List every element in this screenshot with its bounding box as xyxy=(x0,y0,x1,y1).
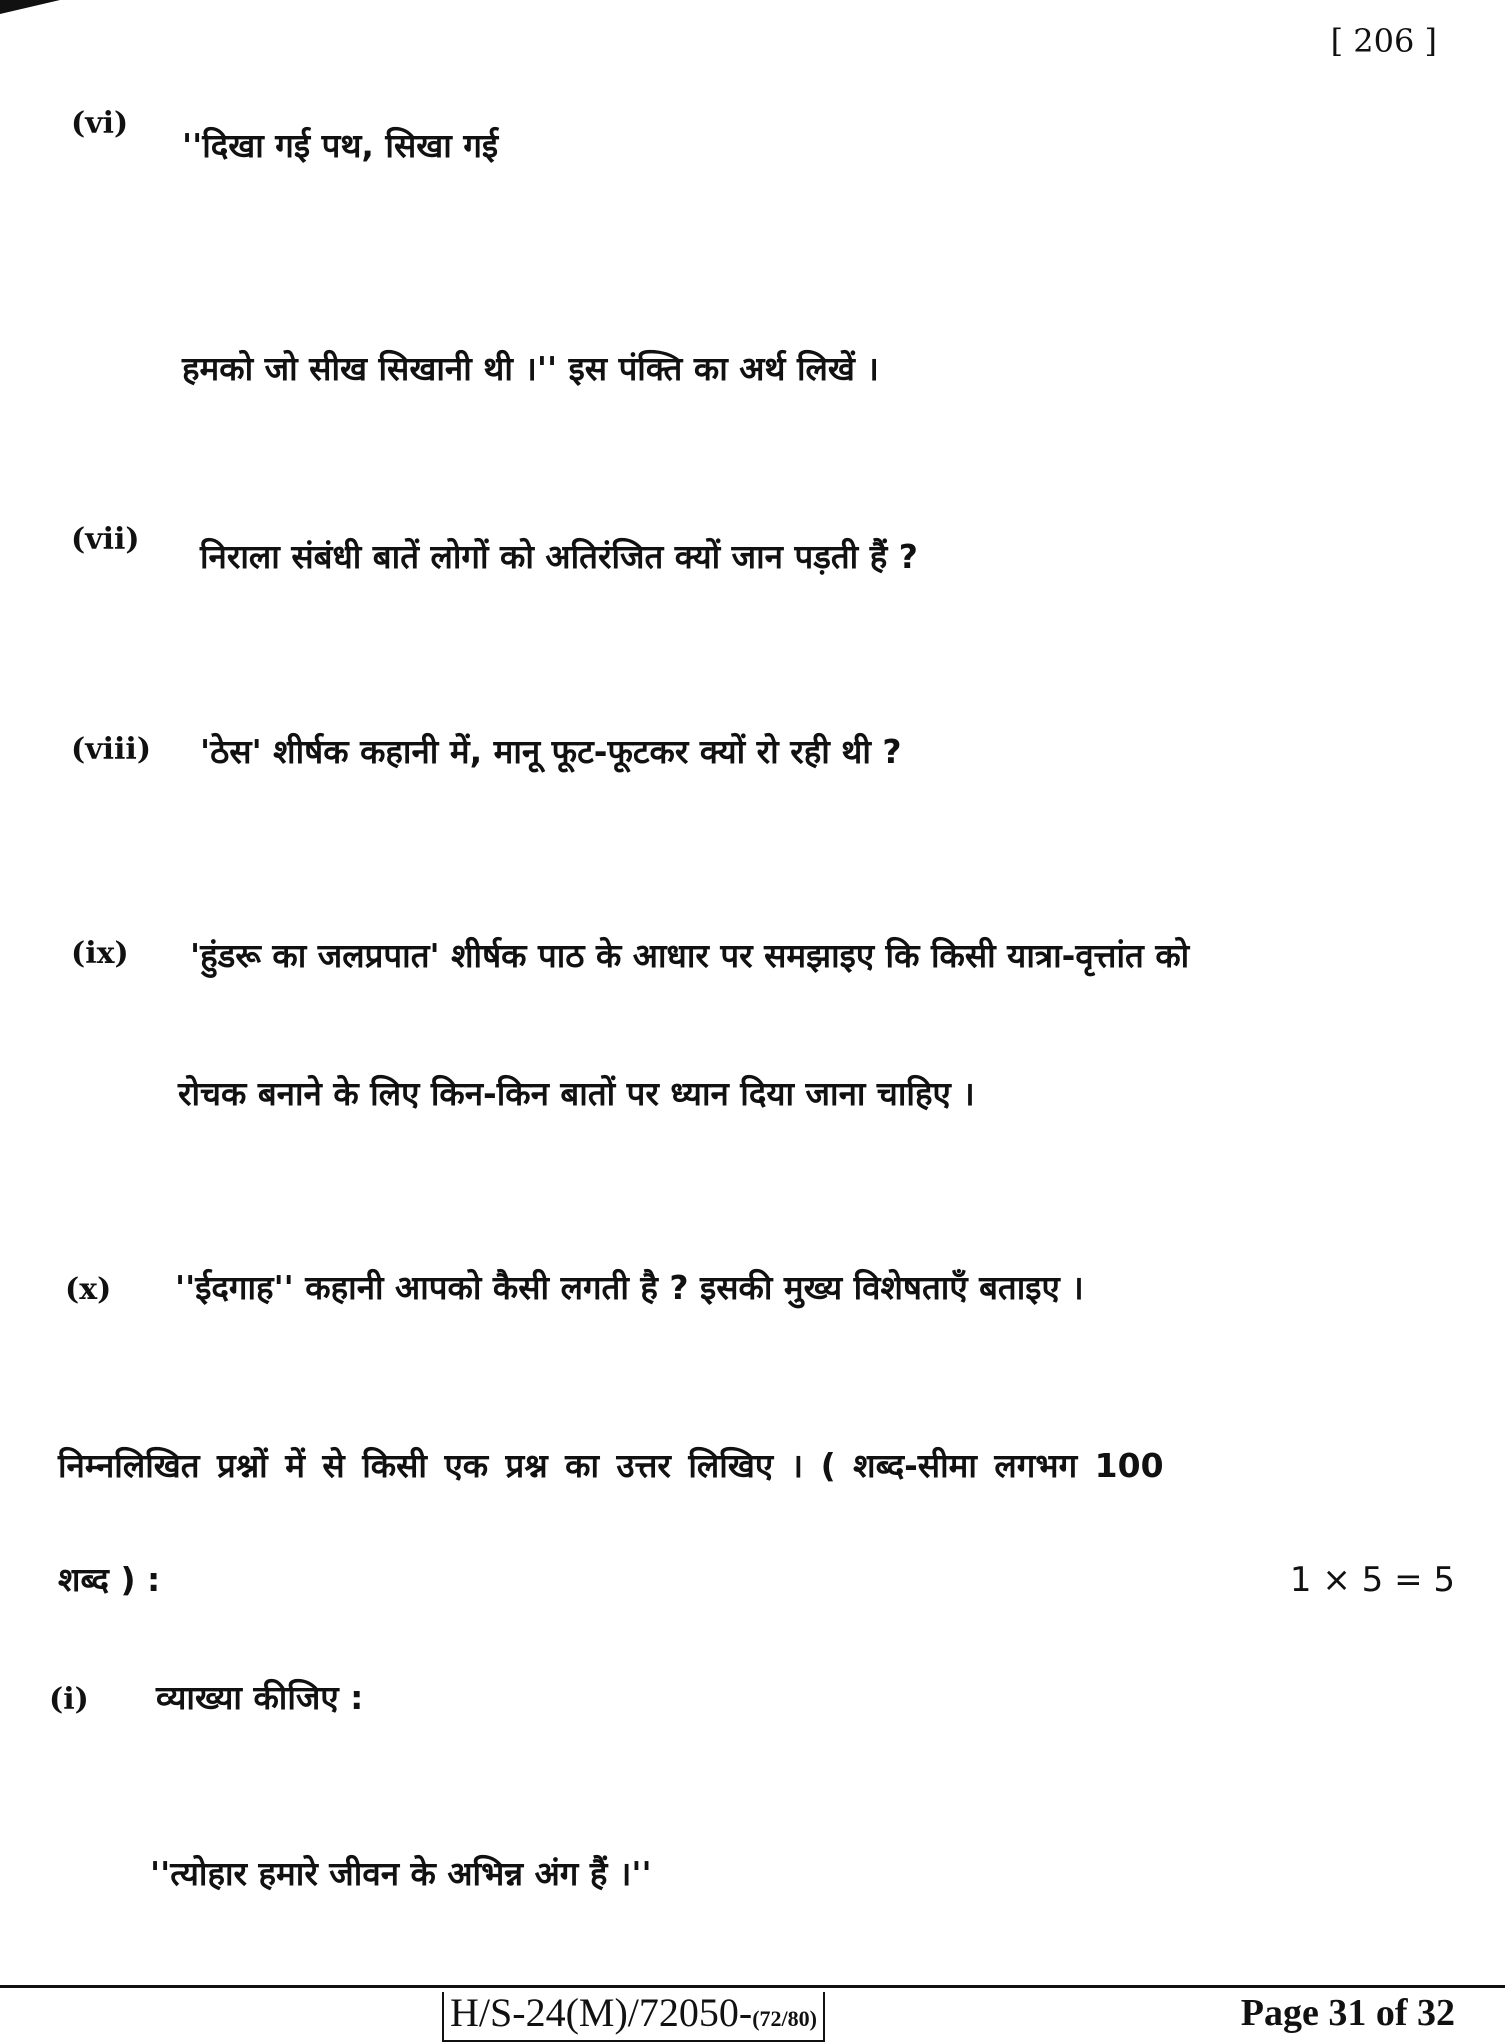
question-vii-text: निराला संबंधी बातें लोगों को अतिरंजित क्यों जान पड़ती हैं ? xyxy=(200,537,918,576)
question-label-ix: (ix) xyxy=(71,936,129,971)
paper-code xyxy=(442,1992,825,2042)
question-label-vii: (vii) xyxy=(71,522,140,557)
question-label-x: (x) xyxy=(65,1272,112,1307)
question-label-viii: (viii) xyxy=(71,732,152,767)
instruction-line-2: शब्द ) : xyxy=(58,1560,161,1599)
question-label-vi: (vi) xyxy=(71,106,129,141)
question-ix-line-1: 'हुंडरू का जलप्रपात' शीर्षक पाठ के आधार पर समझाइए कि किसी यात्रा-वृत्तांत को xyxy=(190,936,1190,975)
marks-allocation: 1 × 5 = 5 xyxy=(1289,1560,1455,1600)
paper-code-main: H/S-24(M)/72050- xyxy=(450,1990,753,2035)
question-viii-text: 'ठेस' शीर्षक कहानी में, मानू फूट-फूटकर क्यों रो रही थी ? xyxy=(200,732,902,771)
footer-divider xyxy=(0,1985,1505,1988)
question-x-text: ''ईदगाह'' कहानी आपको कैसी लगती है ? इसकी मुख्य विशेषताएँ बताइए । xyxy=(175,1268,1084,1307)
page-marker: [ 206 ] xyxy=(1330,22,1437,60)
sub-question-quote: ''त्योहार हमारे जीवन के अभिन्न अंग हैं ।'' xyxy=(150,1854,652,1893)
sub-question-text: व्याख्या कीजिए : xyxy=(156,1678,364,1717)
instruction-line-1: निम्नलिखित प्रश्नों में से किसी एक प्रश्न का उत्तर लिखिए । ( शब्द-सीमा लगभग 100 xyxy=(58,1446,1164,1485)
question-vi-line-2: हमको जो सीख सिखानी थी ।'' इस पंक्ति का अर्थ लिखें । xyxy=(182,349,879,388)
sub-question-label-i: (i) xyxy=(49,1682,89,1717)
question-ix-line-2: रोचक बनाने के लिए किन-किन बातों पर ध्यान दिया जाना चाहिए । xyxy=(178,1074,975,1113)
page-number: Page 31 of 32 xyxy=(1240,1992,1455,2034)
scan-corner-mark xyxy=(0,0,60,14)
paper-code-suffix: (72/80) xyxy=(752,2006,817,2031)
question-vi-line-1: ''दिखा गई पथ, सिखा गई xyxy=(182,126,499,165)
